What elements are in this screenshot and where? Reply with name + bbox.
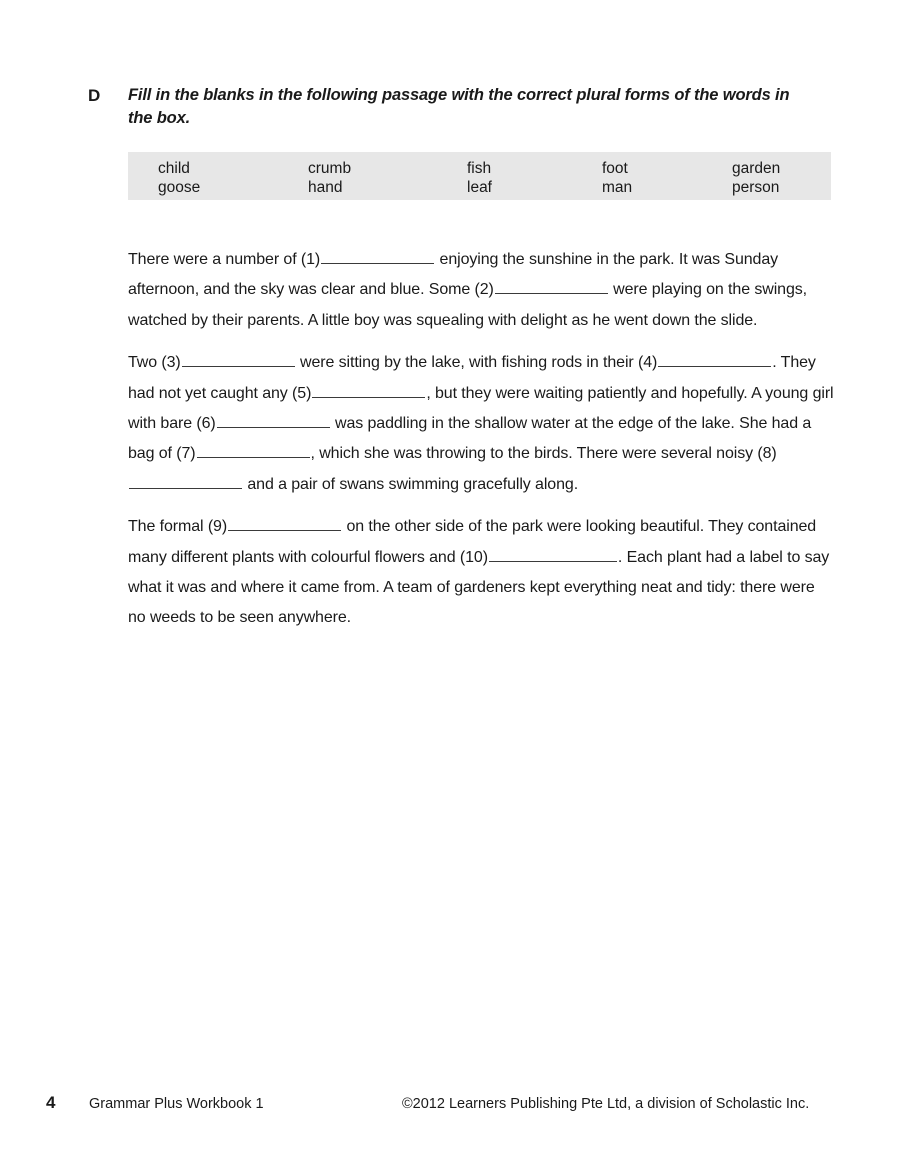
exercise-instruction: Fill in the blanks in the following passage with the correct plural forms of the words in the box. bbox=[128, 86, 790, 127]
passage-text: were playing on the swings, watched by their parents. A little boy was squealing with delight as he went down the slide. bbox=[128, 281, 807, 329]
blank-answer-3[interactable] bbox=[182, 355, 295, 368]
word-bank-column bbox=[602, 159, 632, 197]
exercise-heading bbox=[88, 84, 848, 130]
footer-copyright: ©2012 Learners Publishing Pte Ltd, a division of Scholastic Inc. bbox=[402, 1096, 810, 1112]
passage-text: . They had not yet caught any (5) bbox=[128, 354, 816, 402]
word-bank-column bbox=[158, 159, 200, 197]
word-bank-box bbox=[128, 152, 831, 200]
blank-answer-2[interactable] bbox=[495, 282, 608, 295]
blank-answer-8[interactable] bbox=[129, 476, 242, 489]
blank-answer-1[interactable] bbox=[321, 251, 434, 264]
passage-text: , which she was throwing to the birds. There were several noisy (8) bbox=[310, 445, 777, 463]
word-item: person bbox=[732, 179, 780, 196]
blank-answer-10[interactable] bbox=[489, 549, 617, 562]
blank-answer-9[interactable] bbox=[228, 519, 341, 532]
passage-text: enjoying the sunshine in the park. It was Sunday afternoon, and the sky was clear and blue. Some (2) bbox=[128, 251, 779, 299]
passage-text: were sitting by the lake, with fishing rods in their (4) bbox=[300, 354, 658, 372]
word-bank-column bbox=[467, 159, 492, 197]
page-footer bbox=[0, 1092, 922, 1118]
word-item: child bbox=[158, 160, 190, 177]
passage-paragraph-2 bbox=[128, 348, 834, 500]
exercise-letter: D bbox=[88, 86, 101, 105]
word-item: fish bbox=[467, 160, 492, 177]
passage-text: and a pair of swans swimming gracefully along. bbox=[247, 475, 579, 493]
footer-page-number: 4 bbox=[46, 1093, 56, 1112]
passage-text: on the other side of the park were looking beautiful. They contained many different plants with colourful flowers and (10) bbox=[128, 518, 817, 566]
word-item: leaf bbox=[467, 179, 492, 196]
word-item: man bbox=[602, 179, 633, 196]
word-item: crumb bbox=[308, 160, 352, 177]
passage bbox=[128, 245, 834, 634]
word-bank-column bbox=[308, 159, 351, 197]
footer-book-title: Grammar Plus Workbook 1 bbox=[89, 1096, 264, 1112]
passage-text: , but they were waiting patiently and hopefully. A young girl with bare (6) bbox=[128, 384, 834, 433]
blank-answer-4[interactable] bbox=[658, 355, 771, 368]
word-bank-column bbox=[732, 159, 780, 197]
blank-answer-7[interactable] bbox=[197, 446, 310, 459]
passage-text: Two (3) bbox=[128, 354, 181, 372]
passage-text: was paddling in the shallow water at the edge of the lake. She had a bag of (7) bbox=[128, 415, 812, 463]
word-item: foot bbox=[602, 160, 628, 177]
passage-paragraph-1 bbox=[128, 245, 834, 336]
word-item: goose bbox=[158, 179, 201, 196]
blank-answer-6[interactable] bbox=[217, 416, 330, 429]
word-item: hand bbox=[308, 179, 343, 196]
passage-text: There were a number of (1) bbox=[128, 251, 321, 268]
passage-text: . Each plant had a label to say what it was and where it came from. A team of gardeners kept everything neat and tidy: there were no weeds to be seen anywhere. bbox=[128, 548, 830, 627]
passage-paragraph-3 bbox=[128, 512, 834, 634]
word-item: garden bbox=[732, 160, 781, 177]
passage-text: The formal (9) bbox=[128, 518, 228, 536]
blank-answer-5[interactable] bbox=[312, 385, 425, 398]
